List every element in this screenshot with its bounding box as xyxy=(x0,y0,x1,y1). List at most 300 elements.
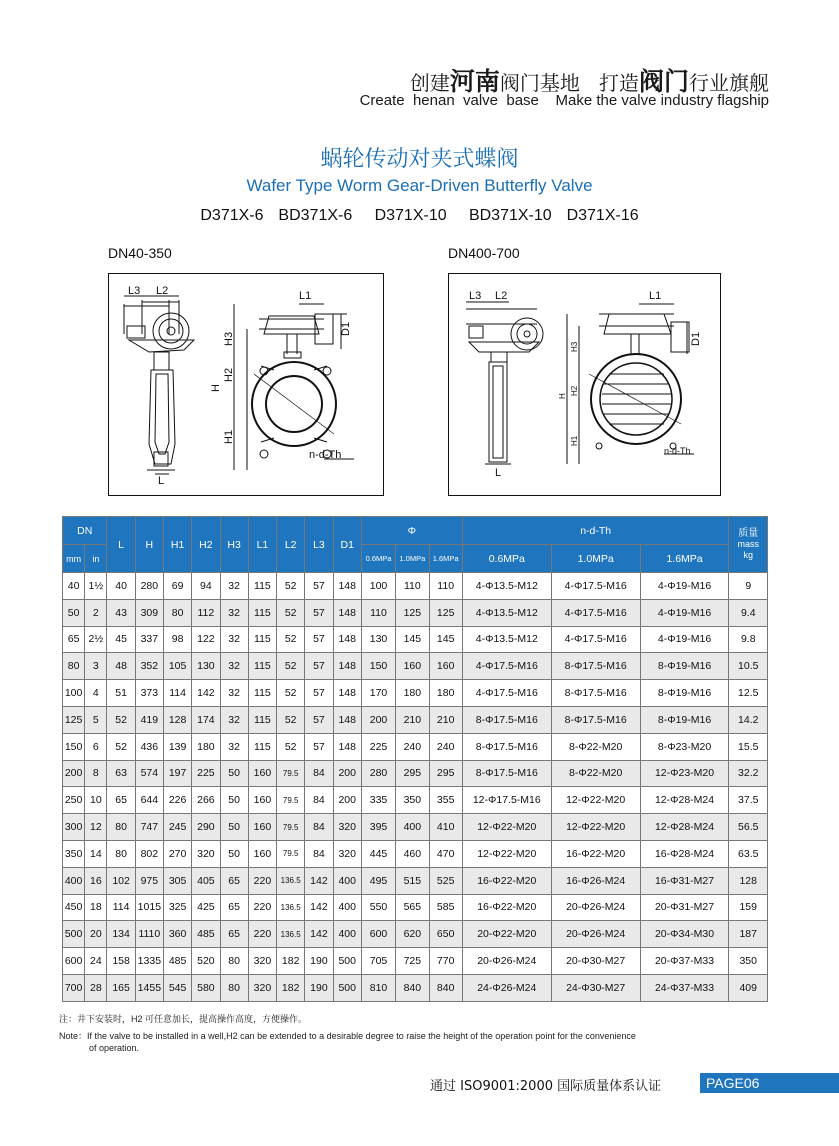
header-in: in xyxy=(85,545,107,573)
table-cell: 337 xyxy=(135,626,163,653)
table-cell: 57 xyxy=(305,706,333,733)
table-cell: 485 xyxy=(192,921,220,948)
table-cell: 280 xyxy=(135,573,163,600)
table-cell: 16-Φ22-M20 xyxy=(551,840,640,867)
table-cell: 1455 xyxy=(135,974,163,1001)
table-cell: 840 xyxy=(396,974,429,1001)
slogan-emphasis: 阀门 xyxy=(638,67,689,96)
table-cell: 8-Φ19-M16 xyxy=(640,680,729,707)
table-cell: 15.5 xyxy=(729,733,768,760)
table-cell: 8-Φ17.5-M16 xyxy=(462,760,551,787)
label-H2: H2 xyxy=(223,367,235,382)
table-cell: 142 xyxy=(305,894,333,921)
table-cell: 4 xyxy=(85,680,107,707)
table-cell: 174 xyxy=(192,706,220,733)
table-cell: 20-Φ34-M30 xyxy=(640,921,729,948)
table-cell: 409 xyxy=(729,974,768,1001)
table-cell: 4-Φ17.5-M16 xyxy=(462,653,551,680)
header-mass-cn: 质量 xyxy=(738,528,759,539)
table-cell: 4-Φ19-M16 xyxy=(640,573,729,600)
table-cell: 79.5 xyxy=(277,840,305,867)
table-cell: 158 xyxy=(107,948,135,975)
table-cell: 160 xyxy=(248,760,276,787)
header-mass xyxy=(729,517,768,573)
header-ndth-16: 1.6MPa xyxy=(640,545,729,573)
table-cell: 325 xyxy=(163,894,191,921)
table-cell: 12-Φ22-M20 xyxy=(462,840,551,867)
table-cell: 160 xyxy=(429,653,462,680)
table-row xyxy=(63,680,768,707)
table-cell: 148 xyxy=(333,599,361,626)
table-cell: 8-Φ17.5-M16 xyxy=(462,733,551,760)
table-cell: 320 xyxy=(192,840,220,867)
table-cell: 309 xyxy=(135,599,163,626)
table-cell: 57 xyxy=(305,573,333,600)
table-cell: 52 xyxy=(107,706,135,733)
table-cell: 245 xyxy=(163,814,191,841)
table-cell: 620 xyxy=(396,921,429,948)
table-cell: 975 xyxy=(135,867,163,894)
table-cell: 270 xyxy=(163,840,191,867)
header-ndth: n-d-Th xyxy=(462,517,729,545)
label-D1: D1 xyxy=(340,321,352,336)
table-cell: 115 xyxy=(248,706,276,733)
slogan-part: 打造 xyxy=(598,71,639,95)
table-cell: 485 xyxy=(163,948,191,975)
table-cell: 80 xyxy=(220,974,248,1001)
table-row xyxy=(63,867,768,894)
table-cell: 57 xyxy=(305,626,333,653)
header-phi-06: 0.6MPa xyxy=(361,545,395,573)
table-cell: 9.4 xyxy=(729,599,768,626)
table-cell: 565 xyxy=(396,894,429,921)
table-cell: 495 xyxy=(361,867,395,894)
table-cell: 145 xyxy=(396,626,429,653)
page-number-badge: PAGE06 xyxy=(700,1073,839,1093)
diagram-left-caption: DN40-350 xyxy=(108,245,172,261)
table-cell: 115 xyxy=(248,680,276,707)
table-cell: 80 xyxy=(220,948,248,975)
table-cell: 43 xyxy=(107,599,135,626)
header-H3: H3 xyxy=(220,517,248,573)
table-cell: 160 xyxy=(248,840,276,867)
table-cell: 57 xyxy=(305,680,333,707)
table-cell: 300 xyxy=(63,814,85,841)
table-cell: 400 xyxy=(63,867,85,894)
table-cell: 425 xyxy=(192,894,220,921)
table-cell: 160 xyxy=(248,787,276,814)
spec-table-body xyxy=(63,573,768,1002)
table-cell: 79.5 xyxy=(277,787,305,814)
table-cell: 148 xyxy=(333,680,361,707)
table-row xyxy=(63,894,768,921)
table-cell: 40 xyxy=(63,573,85,600)
table-row xyxy=(63,626,768,653)
table-cell: 545 xyxy=(163,974,191,1001)
table-cell: 320 xyxy=(248,974,276,1001)
table-cell: 600 xyxy=(361,921,395,948)
table-cell: 14 xyxy=(85,840,107,867)
table-cell: 48 xyxy=(107,653,135,680)
table-cell: 8-Φ17.5-M16 xyxy=(462,706,551,733)
slogan-en: Create henan valve base Make the valve industry flagship xyxy=(359,92,769,109)
table-cell: 20-Φ26-M24 xyxy=(551,921,640,948)
diagram-right-drawing xyxy=(449,274,720,495)
table-cell: 200 xyxy=(63,760,85,787)
label-L: L xyxy=(495,467,502,479)
table-cell: 16-Φ31-M27 xyxy=(640,867,729,894)
table-cell: 350 xyxy=(63,840,85,867)
table-cell: 114 xyxy=(163,680,191,707)
table-cell: 12-Φ23-M20 xyxy=(640,760,729,787)
table-cell: 12-Φ28-M24 xyxy=(640,787,729,814)
table-cell: 1½ xyxy=(85,573,107,600)
table-cell: 350 xyxy=(396,787,429,814)
table-cell: 187 xyxy=(729,921,768,948)
table-cell: 360 xyxy=(163,921,191,948)
table-row xyxy=(63,787,768,814)
table-cell: 50 xyxy=(220,787,248,814)
table-cell: 139 xyxy=(163,733,191,760)
table-cell: 8 xyxy=(85,760,107,787)
table-cell: 148 xyxy=(333,626,361,653)
table-cell: 63 xyxy=(107,760,135,787)
table-cell: 585 xyxy=(429,894,462,921)
table-cell: 12-Φ17.5-M16 xyxy=(462,787,551,814)
table-cell: 460 xyxy=(396,840,429,867)
table-cell: 122 xyxy=(192,626,220,653)
header-H2: H2 xyxy=(192,517,220,573)
table-cell: 12-Φ22-M20 xyxy=(462,814,551,841)
table-cell: 10.5 xyxy=(729,653,768,680)
slogan-emphasis: 河南 xyxy=(449,67,500,96)
header-phi-10: 1.0MPa xyxy=(396,545,429,573)
table-cell: 32 xyxy=(220,680,248,707)
spec-table xyxy=(62,516,768,1002)
table-cell: 14.2 xyxy=(729,706,768,733)
table-cell: 520 xyxy=(192,948,220,975)
table-cell: 148 xyxy=(333,653,361,680)
table-cell: 240 xyxy=(429,733,462,760)
table-cell: 2 xyxy=(85,599,107,626)
header-phi: Φ xyxy=(361,517,462,545)
table-cell: 515 xyxy=(396,867,429,894)
table-cell: 52 xyxy=(277,626,305,653)
slogan-part: 行业旗舰 xyxy=(689,71,769,95)
table-cell: 159 xyxy=(729,894,768,921)
table-cell: 150 xyxy=(361,653,395,680)
table-cell: 4-Φ17.5-M16 xyxy=(551,626,640,653)
table-cell: 395 xyxy=(361,814,395,841)
header-mm: mm xyxy=(63,545,85,573)
table-cell: 20-Φ30-M27 xyxy=(551,948,640,975)
table-cell: 20-Φ31-M27 xyxy=(640,894,729,921)
table-cell: 128 xyxy=(163,706,191,733)
table-cell: 100 xyxy=(63,680,85,707)
table-cell: 4-Φ17.5-M16 xyxy=(551,599,640,626)
table-cell: 142 xyxy=(305,921,333,948)
table-cell: 160 xyxy=(396,653,429,680)
header-L3: L3 xyxy=(305,517,333,573)
table-cell: 52 xyxy=(277,653,305,680)
table-cell: 24 xyxy=(85,948,107,975)
header-ndth-06: 0.6MPa xyxy=(462,545,551,573)
table-cell: 290 xyxy=(192,814,220,841)
table-cell: 1110 xyxy=(135,921,163,948)
note-cn: 注：井下安装时，H2 可任意加长，提高操作高度，方便操作。 xyxy=(59,1014,308,1024)
table-cell: 400 xyxy=(333,867,361,894)
table-cell: 136.5 xyxy=(277,867,305,894)
table-cell: 445 xyxy=(361,840,395,867)
table-cell: 20-Φ37-M33 xyxy=(640,948,729,975)
table-cell: 8-Φ22-M20 xyxy=(551,733,640,760)
table-cell: 50 xyxy=(220,814,248,841)
label-L: L xyxy=(158,475,165,487)
label-H3: H3 xyxy=(570,341,579,352)
diagram-left xyxy=(108,273,384,496)
label-L1: L1 xyxy=(299,290,312,302)
table-cell: 355 xyxy=(429,787,462,814)
table-cell: 770 xyxy=(429,948,462,975)
table-cell: 69 xyxy=(163,573,191,600)
table-cell: 80 xyxy=(107,840,135,867)
table-cell: 700 xyxy=(63,974,85,1001)
table-cell: 52 xyxy=(107,733,135,760)
table-cell: 182 xyxy=(277,974,305,1001)
table-cell: 12-Φ28-M24 xyxy=(640,814,729,841)
table-cell: 4-Φ17.5-M16 xyxy=(551,573,640,600)
table-row xyxy=(63,733,768,760)
table-cell: 142 xyxy=(305,867,333,894)
diagram-left-drawing xyxy=(109,274,383,495)
table-cell: 6 xyxy=(85,733,107,760)
table-cell: 190 xyxy=(305,974,333,1001)
table-cell: 100 xyxy=(361,573,395,600)
table-cell: 210 xyxy=(429,706,462,733)
table-row xyxy=(63,948,768,975)
table-cell: 200 xyxy=(361,706,395,733)
table-cell: 37.5 xyxy=(729,787,768,814)
table-cell: 57 xyxy=(305,599,333,626)
table-cell: 8-Φ19-M16 xyxy=(640,653,729,680)
table-row xyxy=(63,653,768,680)
table-cell: 130 xyxy=(192,653,220,680)
table-cell: 32 xyxy=(220,573,248,600)
table-cell: 165 xyxy=(107,974,135,1001)
table-cell: 28 xyxy=(85,974,107,1001)
label-L1: L1 xyxy=(649,290,662,302)
header-H1: H1 xyxy=(163,517,191,573)
table-cell: 20-Φ26-M24 xyxy=(462,948,551,975)
table-cell: 136.5 xyxy=(277,894,305,921)
table-cell: 705 xyxy=(361,948,395,975)
table-cell: 8-Φ17.5-M16 xyxy=(551,680,640,707)
table-row xyxy=(63,599,768,626)
label-ndth: n-d-Th xyxy=(664,446,691,456)
table-cell: 500 xyxy=(63,921,85,948)
table-cell: 4-Φ13.5-M12 xyxy=(462,599,551,626)
slogan-part: 阀门基地 xyxy=(499,71,580,95)
table-cell: 170 xyxy=(361,680,395,707)
label-H: H xyxy=(210,384,222,392)
table-cell: 335 xyxy=(361,787,395,814)
page-title-cn: 蜗轮传动对夹式蝶阀 xyxy=(320,147,519,172)
diagram-right xyxy=(448,273,721,496)
header-H: H xyxy=(135,517,163,573)
header-dn: DN xyxy=(63,517,107,545)
table-cell: 50 xyxy=(63,599,85,626)
table-cell: 190 xyxy=(305,948,333,975)
label-L3: L3 xyxy=(469,290,482,302)
table-cell: 266 xyxy=(192,787,220,814)
table-cell: 16-Φ22-M20 xyxy=(462,894,551,921)
table-cell: 160 xyxy=(248,814,276,841)
table-cell: 84 xyxy=(305,760,333,787)
table-cell: 180 xyxy=(396,680,429,707)
table-cell: 182 xyxy=(277,948,305,975)
table-cell: 400 xyxy=(396,814,429,841)
table-cell: 32 xyxy=(220,706,248,733)
table-cell: 80 xyxy=(63,653,85,680)
table-cell: 20-Φ22-M20 xyxy=(462,921,551,948)
table-cell: 3 xyxy=(85,653,107,680)
table-cell: 57 xyxy=(305,653,333,680)
table-cell: 50 xyxy=(220,760,248,787)
table-cell: 419 xyxy=(135,706,163,733)
table-cell: 52 xyxy=(277,706,305,733)
table-cell: 8-Φ19-M16 xyxy=(640,706,729,733)
table-cell: 4-Φ13.5-M12 xyxy=(462,626,551,653)
label-H1: H1 xyxy=(223,429,235,444)
certification-text: 通过 ISO9001:2000 国际质量体系认证 xyxy=(430,1079,662,1094)
table-cell: 65 xyxy=(63,626,85,653)
table-cell: 16-Φ28-M24 xyxy=(640,840,729,867)
table-cell: 220 xyxy=(248,921,276,948)
table-cell: 550 xyxy=(361,894,395,921)
table-cell: 8-Φ23-M20 xyxy=(640,733,729,760)
table-cell: 110 xyxy=(429,573,462,600)
table-cell: 600 xyxy=(63,948,85,975)
table-cell: 150 xyxy=(63,733,85,760)
table-cell: 32 xyxy=(220,599,248,626)
table-cell: 16-Φ22-M20 xyxy=(462,867,551,894)
table-row xyxy=(63,974,768,1001)
header-L2: L2 xyxy=(277,517,305,573)
table-cell: 200 xyxy=(333,787,361,814)
table-cell: 79.5 xyxy=(277,760,305,787)
table-cell: 840 xyxy=(429,974,462,1001)
table-cell: 114 xyxy=(107,894,135,921)
table-row xyxy=(63,840,768,867)
table-cell: 80 xyxy=(163,599,191,626)
table-cell: 320 xyxy=(333,840,361,867)
label-H2: H2 xyxy=(570,385,579,396)
table-cell: 105 xyxy=(163,653,191,680)
table-cell: 280 xyxy=(361,760,395,787)
table-cell: 24-Φ30-M27 xyxy=(551,974,640,1001)
table-cell: 32 xyxy=(220,733,248,760)
table-cell: 84 xyxy=(305,840,333,867)
label-H3: H3 xyxy=(223,331,235,346)
table-cell: 65 xyxy=(220,921,248,948)
table-cell: 802 xyxy=(135,840,163,867)
table-cell: 56.5 xyxy=(729,814,768,841)
table-cell: 220 xyxy=(248,867,276,894)
table-cell: 4-Φ19-M16 xyxy=(640,626,729,653)
table-cell: 94 xyxy=(192,573,220,600)
table-cell: 98 xyxy=(163,626,191,653)
table-cell: 650 xyxy=(429,921,462,948)
table-row xyxy=(63,573,768,600)
label-L3: L3 xyxy=(128,285,141,297)
table-cell: 65 xyxy=(220,867,248,894)
table-cell: 373 xyxy=(135,680,163,707)
table-cell: 115 xyxy=(248,573,276,600)
table-cell: 148 xyxy=(333,733,361,760)
table-cell: 200 xyxy=(333,760,361,787)
table-cell: 4-Φ17.5-M16 xyxy=(462,680,551,707)
table-cell: 295 xyxy=(396,760,429,787)
table-cell: 240 xyxy=(396,733,429,760)
header-L1: L1 xyxy=(248,517,276,573)
table-cell: 8-Φ22-M20 xyxy=(551,760,640,787)
diagram-right-caption: DN400-700 xyxy=(448,245,520,261)
table-cell: 52 xyxy=(277,573,305,600)
table-row xyxy=(63,814,768,841)
table-cell: 115 xyxy=(248,626,276,653)
table-cell: 32 xyxy=(220,626,248,653)
label-H: H xyxy=(558,393,567,399)
table-cell: 84 xyxy=(305,787,333,814)
table-cell: 148 xyxy=(333,706,361,733)
table-cell: 79.5 xyxy=(277,814,305,841)
table-cell: 9 xyxy=(729,573,768,600)
table-cell: 20-Φ26-M24 xyxy=(551,894,640,921)
table-cell: 320 xyxy=(248,948,276,975)
table-cell: 110 xyxy=(361,599,395,626)
table-cell: 110 xyxy=(396,573,429,600)
table-cell: 52 xyxy=(277,680,305,707)
table-cell: 320 xyxy=(333,814,361,841)
table-cell: 45 xyxy=(107,626,135,653)
table-cell: 226 xyxy=(163,787,191,814)
table-cell: 12-Φ22-M20 xyxy=(551,814,640,841)
table-cell: 115 xyxy=(248,599,276,626)
table-row xyxy=(63,760,768,787)
note-en-line1: Note：If the valve to be installed in a well,H2 can be extended to a desirable degree to raise the height of the operation point for the convenience xyxy=(59,1031,636,1041)
table-cell: 2½ xyxy=(85,626,107,653)
table-cell: 52 xyxy=(277,733,305,760)
table-cell: 400 xyxy=(333,894,361,921)
table-cell: 12 xyxy=(85,814,107,841)
table-cell: 210 xyxy=(396,706,429,733)
model-list: D371X-6 BD371X-6 D371X-10 BD371X-10 D371X-16 xyxy=(200,207,639,224)
table-cell: 63.5 xyxy=(729,840,768,867)
table-cell: 115 xyxy=(248,733,276,760)
label-L2: L2 xyxy=(495,290,508,302)
table-cell: 350 xyxy=(729,948,768,975)
header-L: L xyxy=(107,517,135,573)
slogan-part: 创建 xyxy=(409,71,450,95)
table-cell: 40 xyxy=(107,573,135,600)
table-cell: 142 xyxy=(192,680,220,707)
table-cell: 197 xyxy=(163,760,191,787)
table-cell: 65 xyxy=(107,787,135,814)
note-en-line2: of operation. xyxy=(89,1043,140,1053)
table-cell: 580 xyxy=(192,974,220,1001)
table-cell: 295 xyxy=(429,760,462,787)
table-cell: 400 xyxy=(333,921,361,948)
